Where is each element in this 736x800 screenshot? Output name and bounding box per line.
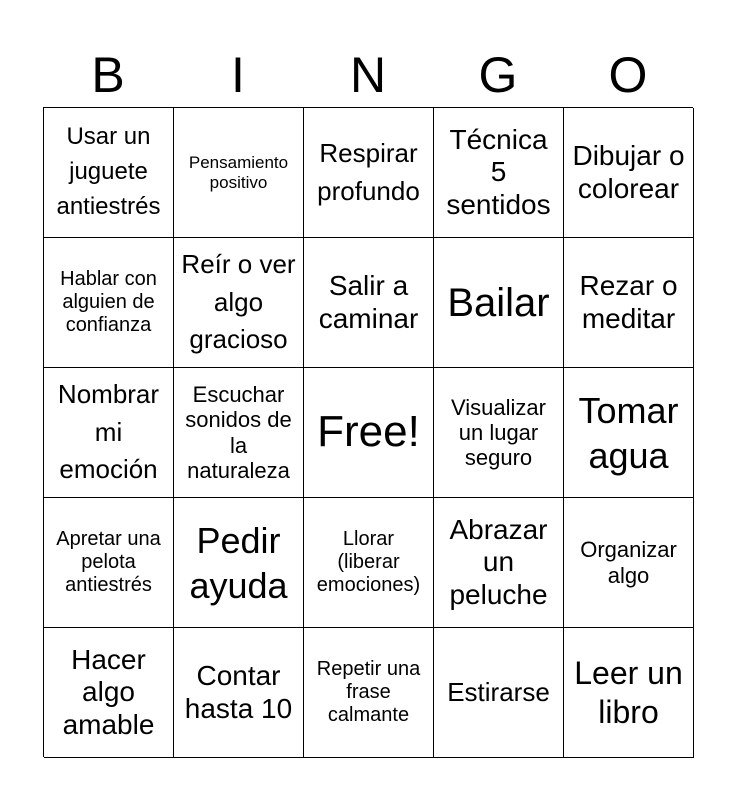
bingo-header (43, 42, 693, 108)
bingo-cell[interactable]: Técnica 5 sentidos (434, 108, 564, 238)
bingo-cell[interactable]: Repetir una frase calmante (304, 628, 434, 758)
bingo-cell[interactable]: Tomar agua (564, 368, 694, 498)
bingo-cell[interactable]: Escuchar sonidos de la naturaleza (174, 368, 304, 498)
bingo-cell[interactable]: Hacer algo amable (44, 628, 174, 758)
bingo-cell[interactable]: Pensamiento positivo (174, 108, 304, 238)
header-letter-g: G (478, 47, 518, 103)
bingo-cell[interactable]: Pedir ayuda (174, 498, 304, 628)
bingo-cell[interactable]: Organizar algo (564, 498, 694, 628)
header-letter-o: O (608, 47, 648, 103)
bingo-cell[interactable]: Llorar (liberar emociones) (304, 498, 434, 628)
bingo-grid (43, 107, 693, 757)
bingo-cell[interactable]: Respirar profundo (304, 108, 434, 238)
header-letter-n: N (349, 47, 387, 103)
bingo-cell[interactable]: Estirarse (434, 628, 564, 758)
header-letter-i: I (231, 47, 245, 103)
bingo-cell[interactable]: Dibujar o colorear (564, 108, 694, 238)
header-letter-b: B (91, 47, 125, 103)
bingo-cell[interactable]: Salir a caminar (304, 238, 434, 368)
bingo-cell[interactable]: Abrazar un peluche (434, 498, 564, 628)
bingo-cell[interactable]: Usar un juguete antiestrés (44, 108, 174, 238)
bingo-cell[interactable]: Leer un libro (564, 628, 694, 758)
bingo-cell[interactable]: Hablar con alguien de confianza (44, 238, 174, 368)
bingo-cell[interactable]: Bailar (434, 238, 564, 368)
bingo-cell[interactable]: Rezar o meditar (564, 238, 694, 368)
bingo-cell[interactable]: Contar hasta 10 (174, 628, 304, 758)
bingo-cell[interactable]: Apretar una pelota antiestrés (44, 498, 174, 628)
bingo-cell[interactable]: Reír o ver algo gracioso (174, 238, 304, 368)
bingo-cell[interactable]: Nombrar mi emoción (44, 368, 174, 498)
free-space[interactable]: Free! (304, 368, 434, 498)
bingo-cell[interactable]: Visualizar un lugar seguro (434, 368, 564, 498)
